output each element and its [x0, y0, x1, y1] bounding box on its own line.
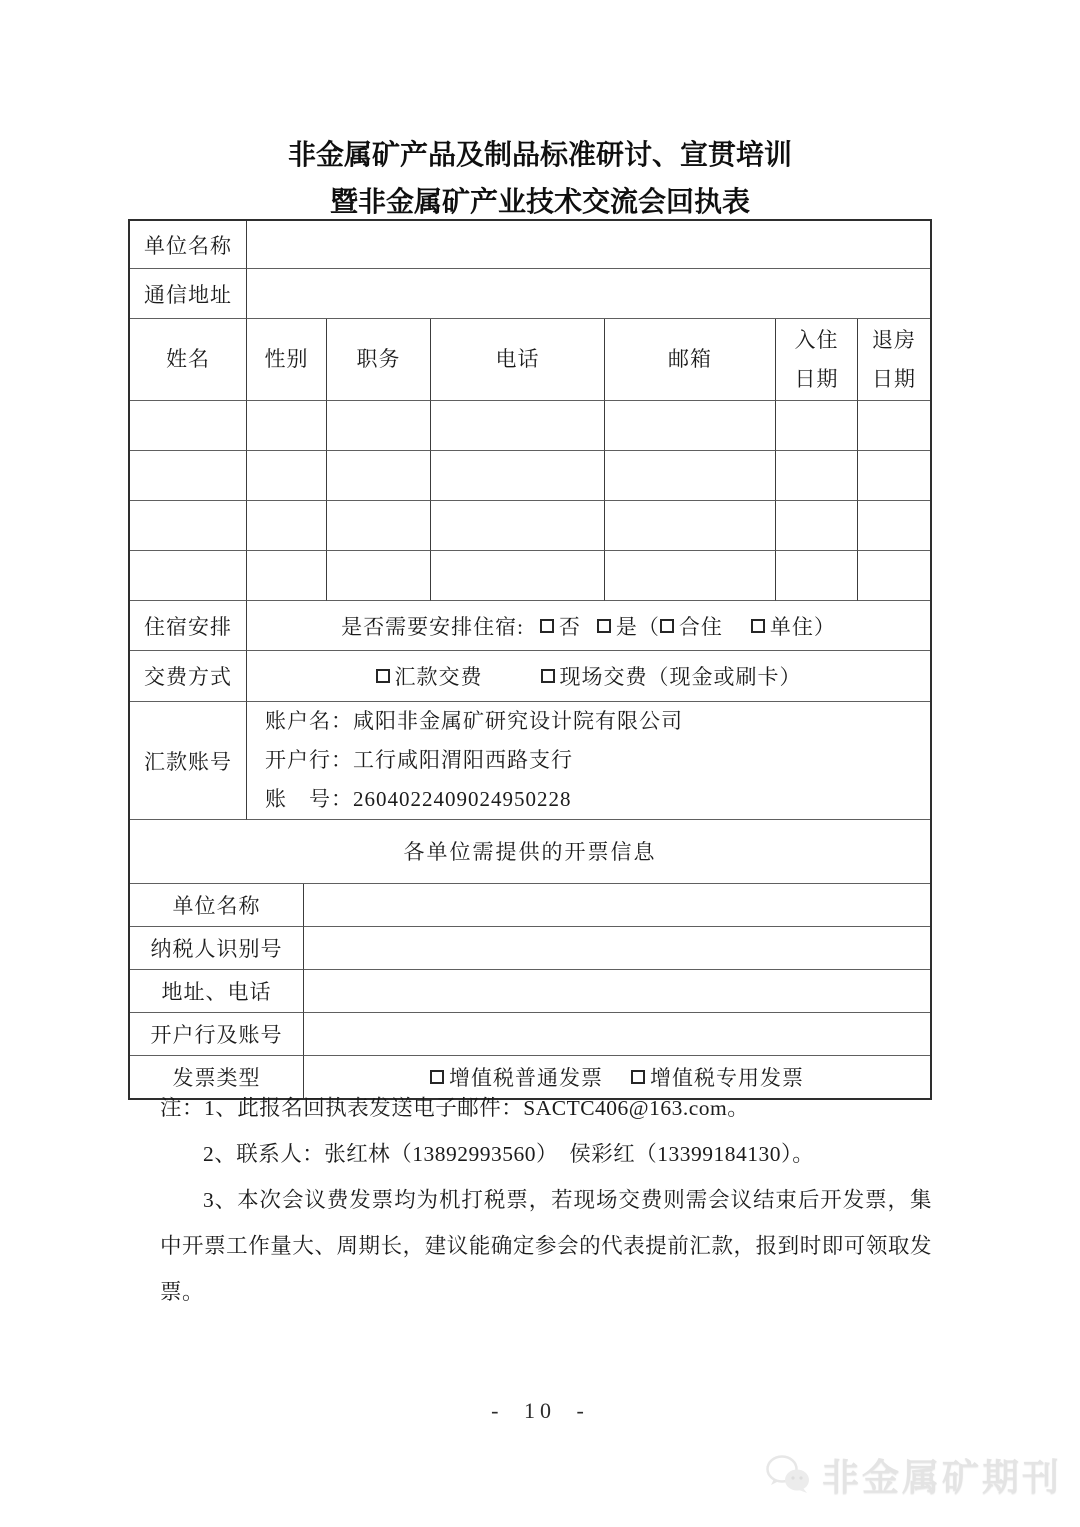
empty-cell	[431, 401, 605, 451]
accommodation-label: 住宿安排	[130, 601, 247, 651]
unit-name-row	[130, 221, 930, 269]
invoice-unit-name-value-cell	[304, 884, 930, 927]
wechat-icon	[762, 1452, 814, 1496]
empty-cell	[776, 451, 858, 501]
empty-cell	[858, 501, 930, 551]
unit-name-label: 单位名称	[130, 221, 247, 269]
remittance-account-name: 账户名：咸阳非金属矿研究设计院有限公司	[265, 709, 683, 733]
header-checkout-line2: 日期	[872, 366, 916, 391]
empty-cell	[247, 451, 327, 501]
empty-cell	[858, 551, 930, 601]
header-email-text: 邮箱	[668, 347, 712, 371]
remittance-details	[247, 702, 930, 820]
invoice-bank-account-value-cell	[304, 1013, 930, 1056]
payment-remit-checkbox-icon	[376, 669, 390, 683]
empty-cell	[247, 551, 327, 601]
empty-cell	[247, 501, 327, 551]
invoice-address-phone-row	[130, 970, 930, 1013]
accommodation-row	[130, 601, 930, 651]
form-title-line2: 暨非金属矿产业技术交流会回执表	[329, 186, 750, 217]
accommodation-options	[247, 601, 930, 651]
invoice-taxpayer-id-row	[130, 927, 930, 970]
invoice-general-text: 增值税普通发票	[449, 1066, 603, 1090]
remittance-bank: 开户行：工行咸阳渭阳西路支行	[265, 748, 573, 772]
attendee-row-4	[130, 551, 930, 601]
journal-watermark	[762, 1447, 1062, 1501]
accommodation-option-single	[751, 611, 836, 641]
invoice-unit-name-label: 单位名称	[130, 884, 304, 927]
invoice-bank-account-row	[130, 1013, 930, 1056]
empty-cell	[431, 451, 605, 501]
registration-table	[128, 219, 932, 1100]
note-2: 2、联系人：张红林（13892993560） 侯彩红（13399184130）。	[203, 1142, 815, 1166]
payment-option-remit	[376, 661, 483, 691]
empty-cell	[327, 551, 431, 601]
accommodation-single-text: 单住）	[769, 614, 836, 639]
empty-cell	[776, 401, 858, 451]
accommodation-option-no	[540, 611, 581, 641]
invoice-address-phone-value-cell	[304, 970, 930, 1013]
empty-cell	[327, 401, 431, 451]
invoice-taxpayer-id-label: 纳税人识别号	[130, 927, 304, 970]
empty-cell	[776, 501, 858, 551]
note-1: 注：1、此报名回执表发送电子邮件：SACTC406@163.com。	[160, 1096, 750, 1120]
header-checkout-line1: 退房	[872, 327, 916, 352]
empty-cell	[130, 401, 247, 451]
watermark-text: 非金属矿期刊	[822, 1457, 1062, 1498]
invoice-banner: 各单位需提供的开票信息	[130, 819, 930, 884]
notes-section	[160, 1085, 932, 1315]
accommodation-yes-checkbox-icon	[597, 619, 611, 633]
address-value-cell	[247, 269, 930, 319]
remittance-label: 汇款账号	[130, 702, 247, 820]
form-title	[0, 131, 1080, 225]
accommodation-option-yes	[597, 611, 660, 641]
empty-cell	[247, 401, 327, 451]
header-checkin-line1: 入住	[794, 327, 839, 352]
payment-options	[247, 651, 930, 702]
empty-cell	[776, 551, 858, 601]
header-name	[130, 319, 247, 401]
invoice-type-label: 发票类型	[130, 1056, 304, 1098]
empty-cell	[431, 501, 605, 551]
header-gender-text: 性别	[264, 347, 309, 371]
payment-row	[130, 651, 930, 702]
attendee-row-1	[130, 401, 930, 451]
empty-cell	[605, 451, 776, 501]
accommodation-question: 是否需要安排住宿:	[341, 614, 524, 639]
empty-cell	[130, 551, 247, 601]
header-name-text: 姓名	[166, 347, 210, 371]
address-label: 通信地址	[130, 269, 247, 319]
payment-option-onsite	[541, 661, 802, 691]
empty-cell	[605, 551, 776, 601]
empty-cell	[605, 401, 776, 451]
header-email	[605, 319, 776, 401]
accommodation-shared-text: 合住	[678, 614, 723, 639]
empty-cell	[130, 501, 247, 551]
header-checkin-line2: 日期	[794, 366, 839, 391]
address-row	[130, 269, 930, 319]
note-3: 3、本次会议费发票均为机打税票，若现场交费则需会议结束后开发票，集中开票工作量大、周期长，建议能确定参会的代表提前汇款，报到时即可领取发票。	[160, 1188, 932, 1304]
header-position	[327, 319, 431, 401]
accommodation-single-checkbox-icon	[751, 619, 765, 633]
invoice-banner-row	[130, 819, 930, 884]
empty-cell	[130, 451, 247, 501]
invoice-bank-account-label: 开户行及账号	[130, 1013, 304, 1056]
header-checkout-date	[858, 319, 930, 401]
header-phone	[431, 319, 605, 401]
accommodation-no-checkbox-icon	[540, 619, 554, 633]
payment-onsite-text: 现场交费（现金或刷卡）	[559, 665, 802, 689]
payment-remit-text: 汇款交费	[394, 665, 483, 689]
empty-cell	[858, 451, 930, 501]
form-title-line1: 非金属矿产品及制品标准研讨、宣贯培训	[287, 139, 792, 170]
header-checkin-date	[776, 319, 858, 401]
accommodation-no-text: 否	[558, 614, 581, 639]
empty-cell	[327, 501, 431, 551]
empty-cell	[327, 451, 431, 501]
unit-name-value-cell	[247, 221, 930, 269]
attendee-header-row	[130, 319, 930, 401]
attendee-row-2	[130, 451, 930, 501]
attendee-row-3	[130, 501, 930, 551]
invoice-unit-name-row	[130, 884, 930, 927]
empty-cell	[605, 501, 776, 551]
payment-label: 交费方式	[130, 651, 247, 702]
remittance-account-number: 账 号：2604022409024950228	[265, 787, 572, 811]
empty-cell	[431, 551, 605, 601]
header-gender	[247, 319, 327, 401]
page-number: - 10 -	[491, 1398, 589, 1423]
invoice-general-checkbox-icon	[430, 1070, 444, 1084]
invoice-special-checkbox-icon	[631, 1070, 645, 1084]
invoice-special-text: 增值税专用发票	[650, 1066, 804, 1090]
invoice-taxpayer-id-value-cell	[304, 927, 930, 970]
remittance-row	[130, 702, 930, 819]
payment-onsite-checkbox-icon	[541, 669, 555, 683]
invoice-address-phone-label: 地址、电话	[130, 970, 304, 1013]
accommodation-yes-text: 是（	[615, 614, 660, 639]
empty-cell	[858, 401, 930, 451]
accommodation-option-shared	[660, 611, 723, 641]
header-position-text: 职务	[356, 347, 401, 371]
header-phone-text: 电话	[495, 347, 540, 371]
accommodation-shared-checkbox-icon	[660, 619, 674, 633]
